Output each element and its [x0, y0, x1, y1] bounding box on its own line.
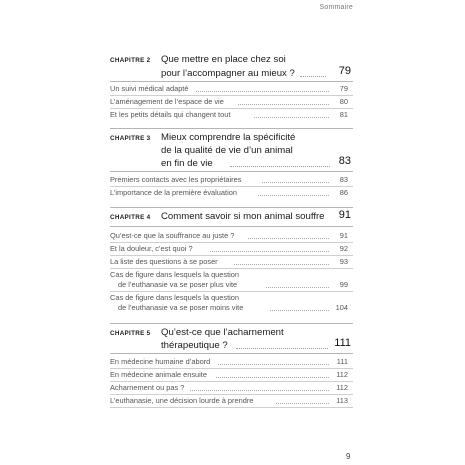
- chapter-rule: [110, 226, 353, 227]
- entry-title: L’euthanasie, une décision lourde à prendre: [110, 396, 254, 405]
- dot-leader: [210, 251, 329, 252]
- entry-page: 111: [336, 357, 348, 366]
- chapter-rule: [110, 171, 353, 172]
- chapter-title-line: pour l’accompagner au mieux ?: [161, 68, 295, 79]
- entry-title: Premiers contacts avec les propriétaires: [110, 175, 242, 184]
- entry-page: 83: [339, 175, 348, 184]
- entry-page: 86: [339, 188, 348, 197]
- chapter-title-line: Que mettre en place chez soi: [161, 54, 286, 65]
- entry-rule: [110, 255, 353, 256]
- entry-page: 112: [336, 383, 348, 392]
- chapter-rule: [110, 81, 353, 82]
- entry-rule: [110, 108, 353, 109]
- dot-leader: [262, 182, 329, 183]
- dot-leader: [266, 287, 329, 288]
- chapter-rule: [110, 207, 353, 208]
- entry-title: Cas de figure dans lesquels la question: [110, 293, 240, 302]
- entry-page: 104: [335, 303, 348, 312]
- entry-page: 91: [339, 231, 348, 240]
- entry-title: L’importance de la première évaluation: [110, 188, 237, 197]
- entry-page: 80: [339, 97, 348, 106]
- dot-leader: [190, 390, 329, 391]
- dot-leader: [254, 117, 329, 118]
- entry-title: En médecine animale ensuite: [110, 370, 207, 379]
- entry-title: Cas de figure dans lesquels la question: [110, 270, 240, 279]
- chapter-label: CHAPITRE 3: [110, 135, 151, 142]
- chapter-rule: [110, 353, 353, 354]
- dot-leader: [216, 377, 329, 378]
- entry-rule: [110, 268, 353, 269]
- entry-page: 112: [336, 370, 348, 379]
- chapter-page: 91: [338, 209, 351, 221]
- chapter-rule: [110, 128, 353, 129]
- chapter-title-line: en fin de vie: [161, 158, 213, 169]
- dot-leader: [258, 195, 329, 196]
- entry-rule: [110, 242, 353, 243]
- entry-title: Et les petits détails qui changent tout: [110, 110, 231, 119]
- page-number: 9: [346, 452, 351, 461]
- entry-page: 93: [339, 257, 348, 266]
- entry-rule: [110, 186, 353, 187]
- entry-page: 99: [339, 280, 348, 289]
- entry-rule: [110, 381, 353, 382]
- entry-title-continuation: de l’euthanasie va se poser plus vite: [118, 280, 238, 289]
- entry-title: Et la douleur, c’est quoi ?: [110, 244, 193, 253]
- entry-title: L’aménagement de l’espace de vie: [110, 97, 224, 106]
- chapter-page: 79: [338, 65, 351, 77]
- chapter-rule: [110, 323, 353, 324]
- entry-title: Un suivi médical adapté: [110, 84, 189, 93]
- chapter-title-line: thérapeutique ?: [161, 340, 228, 351]
- entry-rule: [110, 394, 353, 395]
- dot-leader: [276, 403, 329, 404]
- chapter-page: 83: [338, 155, 351, 167]
- chapter-title-line: Comment savoir si mon animal souffre: [161, 211, 325, 222]
- chapter-title-line: Mieux comprendre la spécificité: [161, 132, 296, 143]
- entry-rule: [110, 95, 353, 96]
- dot-leader: [218, 364, 329, 365]
- entry-rule: [110, 368, 353, 369]
- running-head: Sommaire: [319, 4, 353, 11]
- entry-title-continuation: de l’euthanasie va se poser moins vite: [118, 303, 244, 312]
- chapter-title-line: de la qualité de vie d’un animal: [161, 145, 293, 156]
- entry-rule: [110, 291, 353, 292]
- chapter-label: CHAPITRE 2: [110, 57, 151, 64]
- entry-page: 92: [339, 244, 348, 253]
- chapter-page: 111: [334, 337, 351, 349]
- dot-leader: [196, 91, 329, 92]
- dot-leader: [248, 238, 329, 239]
- entry-title: La liste des questions à se poser: [110, 257, 218, 266]
- dot-leader: [270, 310, 329, 311]
- entry-title: En médecine humaine d’abord: [110, 357, 211, 366]
- dot-leader: [238, 104, 329, 105]
- dot-leader: [236, 348, 328, 349]
- chapter-label: CHAPITRE 4: [110, 214, 151, 221]
- entry-rule: [110, 407, 353, 408]
- entry-page: 79: [339, 84, 348, 93]
- dot-leader: [230, 166, 330, 167]
- chapter-label: CHAPITRE 5: [110, 330, 151, 337]
- entry-title: Qu’est-ce que la souffrance au juste ?: [110, 231, 235, 240]
- entry-title: Acharnement ou pas ?: [110, 383, 185, 392]
- chapter-title-line: Qu’est-ce que l’acharnement: [161, 327, 284, 338]
- dot-leader: [300, 76, 326, 77]
- dot-leader: [234, 264, 329, 265]
- entry-page: 113: [336, 396, 348, 405]
- entry-page: 81: [339, 110, 348, 119]
